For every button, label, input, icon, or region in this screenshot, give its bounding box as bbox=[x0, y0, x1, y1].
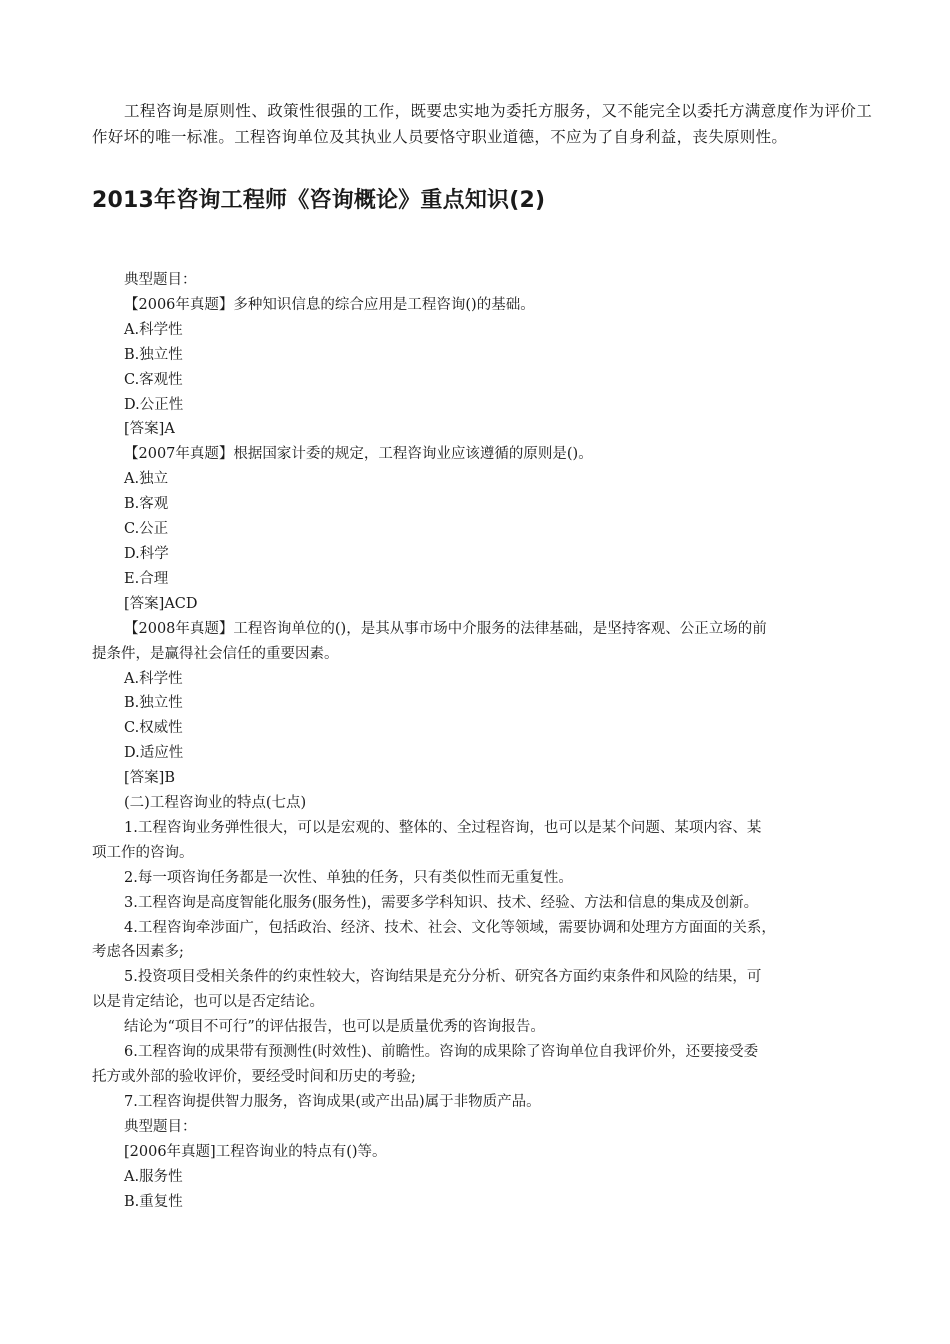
intro-paragraph: 工程咨询是原则性、政策性很强的工作，既要忠实地为委托方服务，又不能完全以委托方满意度作为评价工作好坏的唯一标准。工程咨询单位及其执业人员要恪守职业道德，不应为了自身利益，丧失原则性。 bbox=[92, 102, 872, 146]
page-title: 2013年咨询工程师《咨询概论》重点知识(2) bbox=[92, 188, 546, 213]
document-body bbox=[92, 98, 872, 1214]
feature-item: 6.工程咨询的成果带有预测性(时效性)、前瞻性。咨询的成果除了咨询单位自我评价外，还要接受委 bbox=[124, 1044, 759, 1061]
feature-item: 7.工程咨询提供智力服务，咨询成果(或产出品)属于非物质产品。 bbox=[124, 1093, 541, 1110]
answer-line: [答案]A bbox=[124, 421, 175, 438]
feature-item: 2.每一项咨询任务都是一次性、单独的任务，只有类似性而无重复性。 bbox=[124, 869, 573, 886]
question-line: 【2007年真题】根据国家计委的规定，工程咨询业应该遵循的原则是()。 bbox=[124, 446, 593, 463]
question-list bbox=[92, 268, 872, 1214]
text-line: 典型题目： bbox=[124, 272, 197, 288]
feature-item-continued: 以是肯定结论，也可以是否定结论。 bbox=[92, 994, 324, 1011]
option-line: A.独立 bbox=[124, 471, 169, 488]
option-line: E.合理 bbox=[124, 570, 169, 587]
feature-note: 结论为“项目不可行”的评估报告，也可以是质量优秀的咨询报告。 bbox=[124, 1019, 545, 1036]
question-line: [2006年真题]工程咨询业的特点有()等。 bbox=[124, 1143, 387, 1160]
question-line: 【2008年真题】工程咨询单位的()，是其从事市场中介服务的法律基础，是坚持客观、公正立场的前 bbox=[124, 620, 767, 637]
feature-item-continued: 项工作的咨询。 bbox=[92, 844, 194, 861]
option-line: A.服务性 bbox=[124, 1168, 183, 1185]
option-line: A.科学性 bbox=[124, 670, 183, 687]
option-line: C.权威性 bbox=[124, 720, 183, 737]
text-line: 典型题目： bbox=[124, 1118, 197, 1135]
answer-line: [答案]ACD bbox=[124, 595, 198, 612]
feature-item: 3.工程咨询是高度智能化服务(服务性)，需要多学科知识、技术、经验、方法和信息的集成及创新。 bbox=[124, 894, 759, 911]
feature-item: 4.工程咨询牵涉面广，包括政治、经济、技术、社会、文化等领域，需要协调和处理方方面面的关系， bbox=[124, 919, 776, 936]
feature-item: 5.投资项目受相关条件的约束性较大，咨询结果是充分分析、研究各方面约束条件和风险的结果，可 bbox=[124, 969, 762, 986]
option-line: B.重复性 bbox=[124, 1193, 183, 1210]
option-line: D.适应性 bbox=[124, 745, 184, 762]
feature-item: 1.工程咨询业务弹性很大，可以是宏观的、整体的、全过程咨询，也可以是某个问题、某项内容、某 bbox=[124, 819, 762, 836]
option-line: C.客观性 bbox=[124, 371, 183, 388]
question-line: 【2006年真题】多种知识信息的综合应用是工程咨询()的基础。 bbox=[124, 296, 535, 313]
question-line-continued: 提条件，是赢得社会信任的重要因素。 bbox=[92, 645, 339, 662]
option-line: C.公正 bbox=[124, 521, 169, 538]
section-heading: (二)工程咨询业的特点(七点) bbox=[124, 795, 307, 812]
feature-item-continued: 考虑各因素多; bbox=[92, 944, 184, 961]
option-line: A.科学性 bbox=[124, 321, 183, 338]
option-line: D.科学 bbox=[124, 545, 169, 562]
feature-item-continued: 托方或外部的验收评价，要经受时间和历史的考验; bbox=[92, 1069, 416, 1085]
answer-line: [答案]B bbox=[124, 770, 175, 787]
option-line: B.客观 bbox=[124, 496, 169, 513]
option-line: D.公正性 bbox=[124, 396, 184, 413]
option-line: B.独立性 bbox=[124, 695, 183, 712]
option-line: B.独立性 bbox=[124, 346, 183, 363]
